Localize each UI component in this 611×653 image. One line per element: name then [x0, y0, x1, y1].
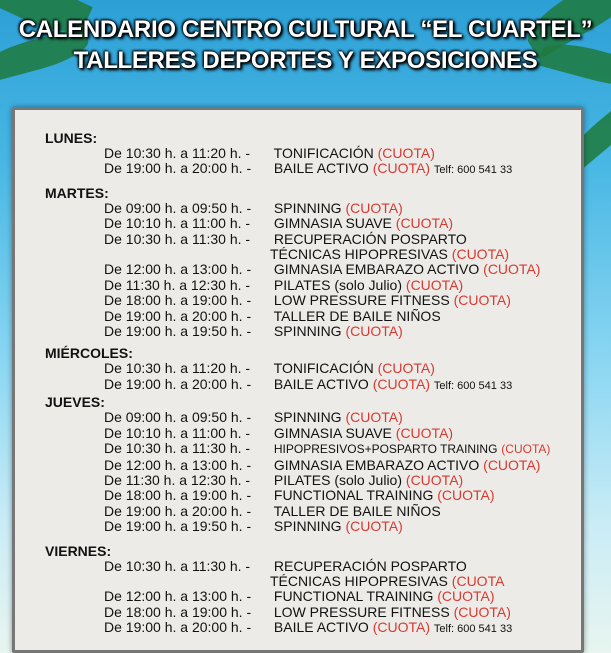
cuota-tag: (CUOTA) — [372, 375, 431, 392]
schedule-entry — [45, 247, 577, 262]
cuota-tag: (CUOTA) — [405, 276, 464, 293]
cuota-tag: (CUOTA) — [377, 145, 435, 161]
schedule-entry — [45, 410, 577, 425]
phone-number: Telf: 600 541 33 — [433, 379, 513, 392]
time-range: De 10:30 h. a 11:30 h. - — [104, 230, 251, 247]
day-heading: MIÉRCOLES: — [45, 345, 133, 362]
time-range: De 09:00 h. a 09:50 h. - — [104, 409, 252, 426]
schedule-entry — [45, 488, 577, 503]
schedule-entry — [45, 146, 577, 161]
schedule-entry — [45, 278, 577, 293]
activity-name: FUNCTIONAL TRAINING — [273, 588, 434, 605]
time-range: De 19:00 h. a 20:00 h. - — [104, 502, 252, 519]
time-range: De 10:10 h. a 11:00 h. - — [104, 215, 251, 232]
schedule-entry — [45, 161, 577, 178]
activity-name: GIMNASIA EMBARAZO ACTIVO — [273, 261, 480, 278]
schedule-entry — [45, 426, 577, 441]
activity-name: SPINNING — [273, 323, 342, 340]
activity-continuation: TÉCNICAS HIPOPRESIVAS — [270, 246, 448, 263]
time-range: De 19:00 h. a 20:00 h. - — [104, 375, 252, 392]
time-range: De 11:30 h. a 12:30 h. - — [104, 276, 251, 293]
activity-name: PILATES (solo Julio) — [273, 471, 403, 488]
time-range: De 09:00 h. a 09:50 h. - — [104, 199, 252, 216]
phone-number: Telf: 600 541 33 — [433, 623, 513, 636]
day-heading: VIERNES: — [45, 542, 112, 559]
day-heading: JUEVES: — [45, 394, 105, 411]
schedule-entry — [45, 441, 577, 457]
time-range: De 10:30 h. a 11:20 h. - — [104, 360, 251, 377]
time-range: De 11:30 h. a 12:30 h. - — [104, 471, 251, 488]
schedule-entry — [45, 574, 577, 589]
schedule-list — [45, 130, 577, 638]
schedule-entry — [45, 458, 577, 473]
schedule-entry — [45, 504, 577, 519]
day-heading: LUNES: — [45, 130, 98, 146]
time-range: De 10:30 h. a 11:30 h. - — [104, 440, 251, 457]
activity-name: RECUPERACIÓN POSPARTO — [273, 230, 467, 247]
schedule-entry — [45, 519, 577, 534]
time-range: De 19:00 h. a 20:00 h. - — [104, 307, 252, 324]
header-title: CALENDARIO CENTRO CULTURAL “EL CUARTEL” — [18, 16, 593, 43]
cuota-tag: (CUOTA) — [437, 588, 495, 605]
schedule-entry — [45, 293, 577, 308]
activity-name: SPINNING — [273, 199, 342, 216]
time-range: De 18:00 h. a 19:00 h. - — [104, 487, 252, 504]
time-range: De 10:10 h. a 11:00 h. - — [104, 424, 251, 441]
activity-name: GIMNASIA SUAVE — [273, 424, 392, 441]
cuota-tag: (CUOTA) — [345, 199, 403, 216]
cuota-tag: (CUOTA) — [501, 442, 551, 457]
cuota-tag: (CUOTA) — [483, 261, 541, 278]
time-range: De 10:30 h. a 11:20 h. - — [104, 145, 251, 161]
activity-name: RECUPERACIÓN POSPARTO — [273, 557, 467, 574]
activity-name: SPINNING — [273, 518, 342, 535]
schedule-entry — [45, 232, 577, 247]
day-heading: MARTES: — [45, 184, 109, 201]
activity-name: TONIFICACIÓN — [273, 145, 374, 161]
header-subtitle: TALLERES DEPORTES Y EXPOSICIONES — [73, 47, 538, 74]
phone-number: Telf: 600 541 33 — [433, 164, 513, 177]
activity-name: FUNCTIONAL TRAINING — [273, 487, 434, 504]
schedule-entry — [45, 377, 577, 394]
schedule-entry — [45, 309, 577, 324]
activity-name: TALLER DE BAILE NIÑOS — [273, 502, 441, 519]
activity-name: PILATES (solo Julio) — [273, 276, 403, 293]
schedule-entry — [45, 361, 577, 376]
cuota-tag: (CUOTA) — [395, 424, 454, 441]
cuota-tag: (CUOTA) — [345, 409, 403, 426]
activity-continuation: TÉCNICAS HIPOPRESIVAS — [270, 572, 448, 589]
cuota-tag: (CUOTA) — [453, 292, 511, 309]
time-range: De 19:00 h. a 20:00 h. - — [104, 619, 252, 636]
cuota-tag: (CUOTA) — [395, 215, 454, 232]
activity-name: LOW PRESSURE FITNESS — [273, 603, 450, 620]
activity-name: LOW PRESSURE FITNESS — [273, 292, 450, 309]
cuota-tag: (CUOTA) — [372, 619, 431, 636]
activity-name: GIMNASIA SUAVE — [273, 215, 392, 232]
header — [0, 14, 611, 76]
cuota-tag: (CUOTA) — [372, 160, 431, 177]
schedule-entry — [45, 605, 577, 620]
spacer — [45, 535, 577, 543]
time-range: De 12:00 h. a 13:00 h. - — [104, 261, 252, 278]
cuota-tag: (CUOTA) — [451, 246, 510, 263]
schedule-entry — [45, 216, 577, 231]
time-range: De 12:00 h. a 13:00 h. - — [104, 456, 252, 473]
cuota-tag: (CUOTA) — [405, 471, 464, 488]
time-range: De 18:00 h. a 19:00 h. - — [104, 603, 252, 620]
schedule-entry — [45, 620, 577, 637]
activity-name: TONIFICACIÓN — [273, 360, 374, 377]
schedule-entry — [45, 262, 577, 277]
activity-name: GIMNASIA EMBARAZO ACTIVO — [273, 456, 480, 473]
schedule-entry — [45, 559, 577, 574]
activity-name: SPINNING — [273, 409, 342, 426]
activity-name: HIPOPRESIVOS+POSPARTO TRAINING — [273, 442, 498, 457]
cuota-tag: (CUOTA) — [453, 603, 511, 620]
time-range: De 19:00 h. a 19:50 h. - — [104, 518, 252, 535]
activity-name: BAILE ACTIVO — [273, 160, 369, 177]
cuota-tag: (CUOTA) — [483, 456, 541, 473]
schedule-panel — [12, 107, 584, 653]
time-range: De 19:00 h. a 19:50 h. - — [104, 323, 252, 340]
cuota-tag: (CUOTA) — [345, 518, 403, 535]
activity-name: BAILE ACTIVO — [273, 619, 369, 636]
cuota-tag: (CUOTA) — [437, 487, 495, 504]
schedule-entry — [45, 589, 577, 604]
cuota-tag: (CUOTA) — [377, 360, 435, 377]
schedule-entry — [45, 473, 577, 488]
activity-name: BAILE ACTIVO — [273, 375, 369, 392]
activity-name: TALLER DE BAILE NIÑOS — [273, 307, 441, 324]
time-range: De 19:00 h. a 20:00 h. - — [104, 160, 252, 177]
cuota-tag: (CUOTA) — [345, 323, 403, 340]
cuota-tag: (CUOTA — [451, 572, 505, 589]
schedule-entry — [45, 324, 577, 339]
time-range: De 10:30 h. a 11:30 h. - — [104, 557, 251, 574]
schedule-entry — [45, 201, 577, 216]
time-range: De 12:00 h. a 13:00 h. - — [104, 588, 252, 605]
time-range: De 18:00 h. a 19:00 h. - — [104, 292, 252, 309]
